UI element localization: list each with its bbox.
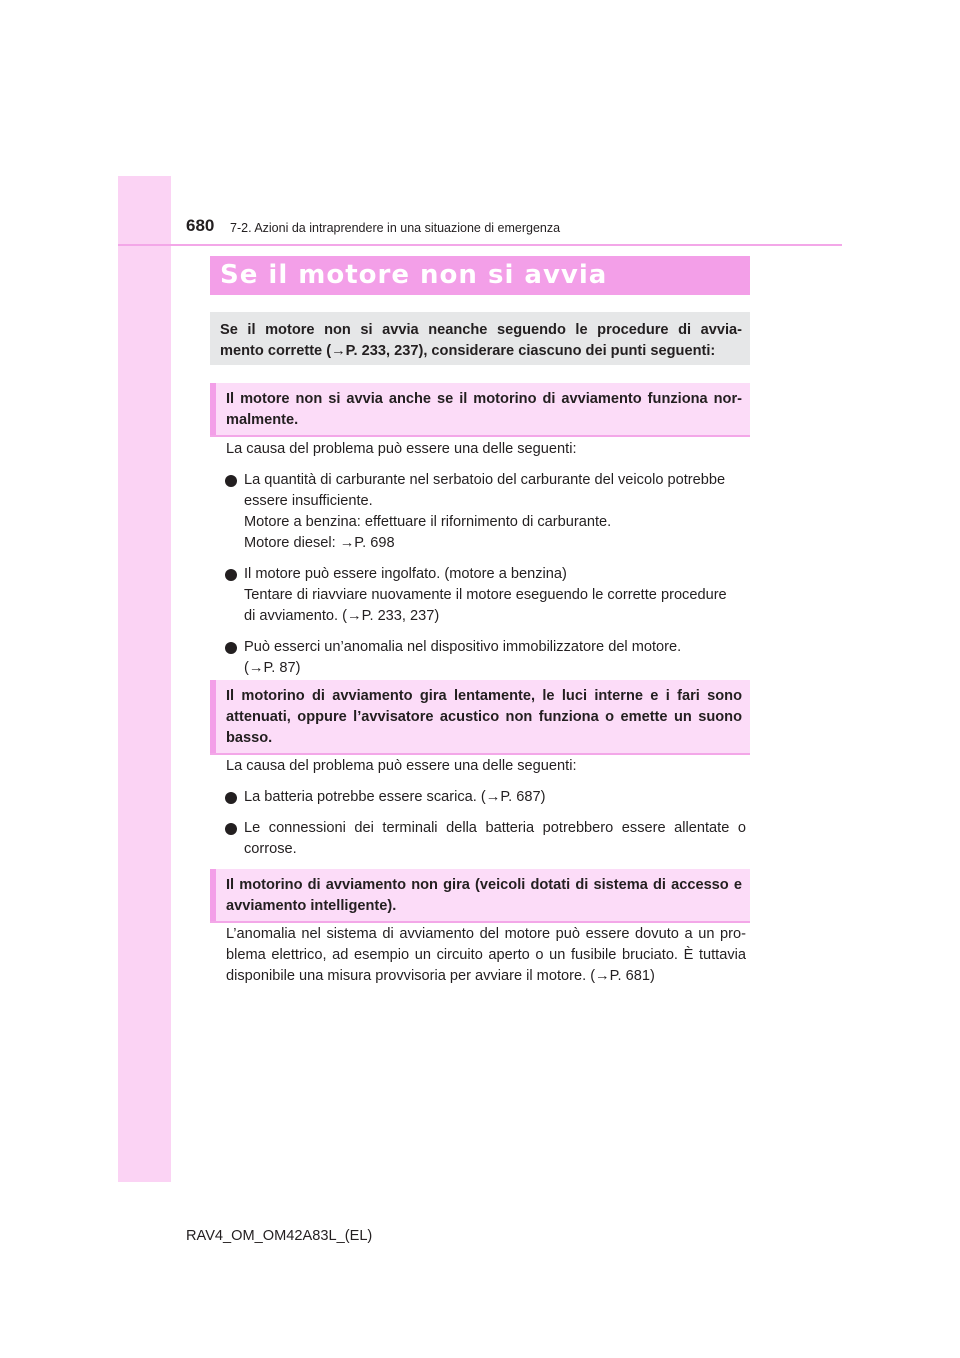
bullet-line: Può esserci un’anomalia nel dispositivo immobilizzatore del motore.	[244, 639, 682, 655]
bullet-line: La batteria potrebbe essere scarica. (→P. 687)	[244, 789, 546, 805]
page-title-bar	[210, 256, 750, 295]
bullet-line: Motore a benzina: effettuare il rifornimento di carburante.	[244, 514, 612, 530]
section-1-body	[226, 439, 746, 679]
bullet-line: (→P. 87)	[244, 660, 301, 676]
subheading-3	[210, 869, 750, 923]
footer-doc-code: RAV4_OM_OM42A83L_(EL)	[186, 1228, 373, 1244]
bullet-icon	[225, 475, 237, 487]
subheading-1-text: Il motore non si avvia anche se il motorino di avviamento funziona nor-malmente.	[226, 391, 742, 428]
section-1-lead: La causa del problema può essere una delle seguenti:	[226, 441, 577, 457]
intro-line-1: Se il motore non si avvia neanche seguendo le procedure di avvia-	[220, 322, 742, 338]
bullet-item	[226, 564, 746, 627]
bullet-item	[226, 470, 746, 554]
section-2-lead: La causa del problema può essere una delle seguenti:	[226, 758, 577, 774]
bullet-line: Le connessioni dei terminali della batteria potrebbero essere allentate o corrose.	[244, 820, 746, 857]
bullet-line: Tentare di riavviare nuovamente il motore eseguendo le corrette procedure	[244, 587, 727, 603]
section-header: 7-2. Azioni da intraprendere in una situazione di emergenza	[230, 221, 561, 235]
bullet-line: di avviamento. (→P. 233, 237)	[244, 608, 440, 624]
section-2-body	[226, 756, 746, 860]
page-title: Se il motore non si avvia	[220, 260, 608, 290]
page-number: 680	[186, 216, 215, 235]
intro-box	[210, 312, 750, 365]
section-3-body	[226, 924, 746, 987]
side-tab-band	[118, 176, 171, 1182]
subheading-3-text: Il motorino di avviamento non gira (veicoli dotati di sistema di accesso e avviamento intelligente).	[226, 877, 742, 914]
section-3-paragraph: L’anomalia nel sistema di avviamento del motore può essere dovuto a un pro-blema elettrico, ad esempio un circuito aperto o un fusibile bruciato. È tuttavia disponibile una misura provvisoria per avviare il motore. (→P. 681)	[226, 926, 746, 984]
bullet-icon	[225, 792, 237, 804]
bullet-line: La quantità di carburante nel serbatoio del carburante del veicolo potrebbe	[244, 472, 726, 488]
subheading-1	[210, 383, 750, 437]
bullet-line: Motore diesel: →P. 698	[244, 535, 395, 551]
bullet-line: Il motore può essere ingolfato. (motore a benzina)	[244, 566, 567, 582]
bullet-item	[226, 818, 746, 860]
subheading-2	[210, 680, 750, 755]
intro-line-2: mento corrette (→P. 233, 237), considerare ciascuno dei punti seguenti:	[220, 343, 716, 359]
header-divider	[118, 244, 842, 246]
bullet-icon	[225, 823, 237, 835]
subheading-2-text: Il motorino di avviamento gira lentamente, le luci interne e i fari sono attenuati, oppure l’avvisatore acustico non funziona o emette un suono basso.	[226, 688, 742, 746]
bullet-item	[226, 787, 746, 808]
bullet-icon	[225, 642, 237, 654]
bullet-icon	[225, 569, 237, 581]
bullet-item	[226, 637, 746, 679]
bullet-line: essere insufficiente.	[244, 493, 373, 509]
